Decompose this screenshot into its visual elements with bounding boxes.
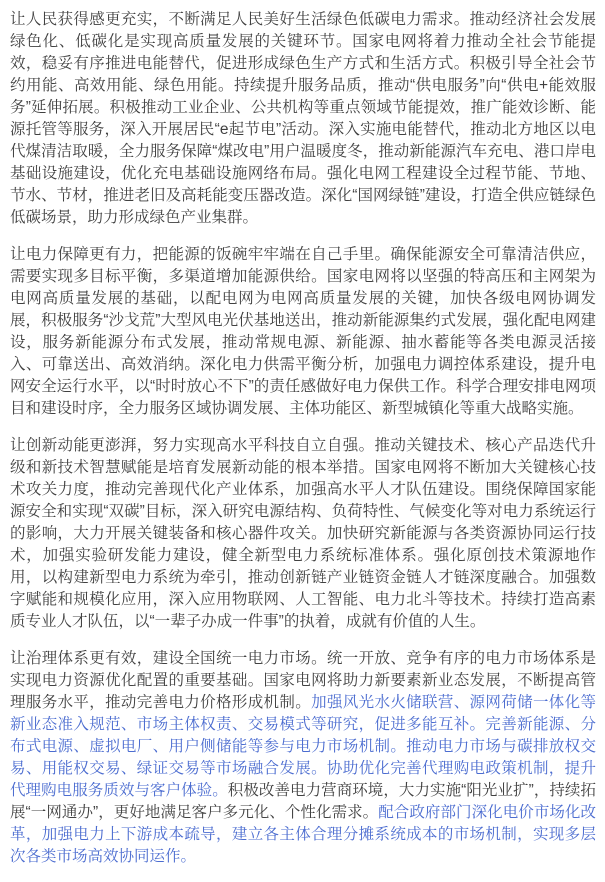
paragraph [10,648,596,868]
highlighted-text: 配合政府部门深化电价市场化改革，加强电力上下游成本疏导，建立各主体合理分摊系统成本的市场机制，实现多层次各类市场高效协同运作。 [10,804,596,865]
highlighted-text: 加强风光水火储联营、源网荷储一体化等新业态准入规范、市场主体权责、交易模式等研究，促进多能互补。完善新能源、分布式电源、虚拟电厂、用户侧储能等参与电力市场机制。推动电力市场与碳排放权交易、用能权交易、绿证交易等市场融合发展。协助优化完善代理购电政策机制，提升代理购电服务质效与客户体验。 [10,694,596,799]
text-run: 让治理体系更有效，建设全国统一电力市场。统一开放、竞争有序的电力市场体系是实现电力资源优化配置的重要基础。国家电网将助力新要素新业态发展，不断提高管理服务水平，推动完善电力价格形成机制。 [10,650,596,711]
text-run: 积极改善电力营商环境，大力实施“阳光业扩”，持续拓展“一网通办”，更好地满足客户多元化、个性化需求。 [10,782,596,821]
text-run: 让创新动能更澎湃，努力实现高水平科技自立自强。推动关键技术、核心产品迭代升级和新技术智慧赋能是培育发展新动能的根本举措。国家电网将不断加大关键核心技术攻关力度，推动完善现代化产业体系，加强高水平人才队伍建设。围绕保障国家能源安全和实现“双碳”目标，深入研究电源结构、负荷特性、气候变化等对电力系统运行的影响，大力开展关键装备和核心器件攻关。加快研究新能源与各类资源协同运行技术，加强实验研发能力建设，健全新型电力系统标准体系。强化原创技术策源地作用，以构建新型电力系统为牵引，推动创新链产业链资金链人才链深度融合。加强数字赋能和规模化应用，深入应用物联网、人工智能、电力北斗等技术。持续打造高素质专业人才队伍，以“一辈子办成一件事”的执着，成就有价值的人生。 [10,437,596,630]
paragraph [10,244,596,420]
paragraph [10,9,596,229]
paragraph [10,435,596,633]
text-run: 让电力保障更有力，把能源的饭碗牢牢端在自己手里。确保能源安全可靠清洁供应，需要实现多目标平衡，多渠道增加能源供给。国家电网将以坚强的特高压和主网架为电网高质量发展的基础，以配电网为电网高质量发展的关键，加快各级电网协调发展，积极服务“沙戈荒”大型风电光伏基地送出，推动新能源集约式发展，强化配电网建设，服务新能源分布式发展，推动常规电源、新能源、抽水蓄能等各类电源灵活接入、可靠送出、高效消纳。深化电力供需平衡分析，加强电力调控体系建设，提升电网安全运行水平，以“时时放心不下”的责任感做好电力保供工作。科学合理安排电网项目和建设时序，全力服务区域协调发展、主体功能区、新型城镇化等重大战略实施。 [10,246,596,417]
text-run: 让人民获得感更充实，不断满足人民美好生活绿色低碳电力需求。推动经济社会发展绿色化、低碳化是实现高质量发展的关键环节。国家电网将着力推动全社会节能提效，稳妥有序推进电能替代，促进形成绿色生产方式和生活方式。积极引导全社会节约用能、高效用能、绿色用能。持续提升服务品质，推动“供电服务”向“供电+能效服务”延伸拓展。积极推动工业企业、公共机构等重点领域节能提效，推广能效诊断、能源托管等服务，深入开展居民“e起节电”活动。深入实施电能替代，推动北方地区以电代煤清洁取暖，全力服务保障“煤改电”用户温暖度冬，推动新能源汽车充电、港口岸电基础设施建设，优化充电基础设施网络布局。强化电网工程建设全过程节能、节地、节水、节材，推进老旧及高耗能变压器改造。深化“国网绿链”建设，打造全供应链绿色低碳场景，助力形成绿色产业集群。 [10,11,596,226]
